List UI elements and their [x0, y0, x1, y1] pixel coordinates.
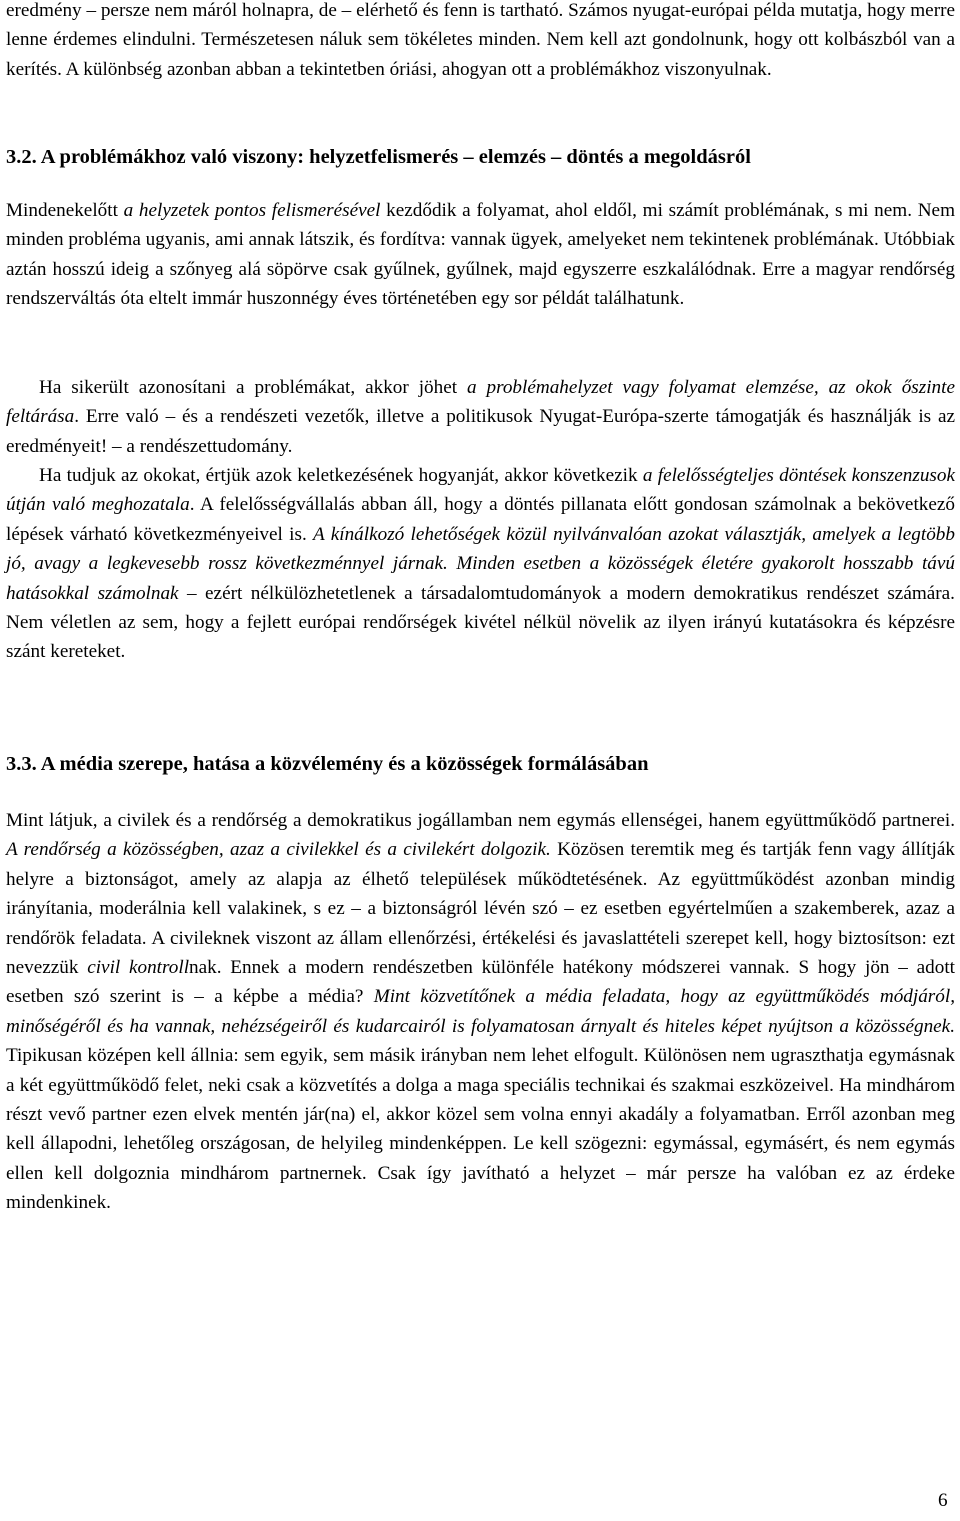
text-run: . A felelősségvállalás abban áll, hogy a döntés pillanata előtt gondosan számolnak a bekövetkező lépések várható következményeivel is. — [6, 494, 955, 545]
text-run: Ha tudjuk az okokat, értjük azok keletkezésének hogyanját, akkor következik — [39, 465, 643, 486]
text-run: Tipikusan középen kell állnia: sem egyik, sem másik irányban nem lehet elfogult. Különösen nem ugraszthatja egymásnak a két együttműködő felet, neki csak a közvetítés a dolga a maga speciális technikai és szakmai eszközeivel. Ha mindhárom részt vevő partner ezen elvek mentén jár(na) el, akkor közel sem volna ennyi akadály a folyamatban. Erről azonban meg kell állapodni, lehetőleg országosan, de helyileg mindenképpen. Le kell szögezni: egymással, egymásért, és nem egymás ellen kell dolgoznia mindhárom partnernek. Csak így javítható a helyzet – már persze ha valóban ez az érdeke mindenkinek. — [6, 1045, 955, 1214]
text-run: – ezért nélkülözhetetlenek a társadalomtudományok a modern demokratikus rendészet számára. Nem véletlen az sem, hogy a fejlett európai rendőrségek kivétel nélkül növelik az ilyen irányú kutatásokra és képzésre szánt kereteket. — [6, 582, 955, 663]
italic-run: A kínálkozó lehetőségek közül nyilvánvalóan azokat választják, amelyek a legtöbb jó, avagy a legkevesebb rossz következménnyel járnak. Minden esetben a közösségek életére gyakorolt hosszabb távú hatásokkal számolnak — [6, 523, 955, 604]
text-run: nak. Ennek a modern rendészetben különféle hatékony módszerei vannak. S hogy jön – adott esetben szó szerint is – a képbe a média? — [6, 957, 955, 1008]
page-number: 6 — [938, 1490, 948, 1511]
italic-run: a felelősségteljes döntések konszenzusok útján való meghozatala — [6, 465, 955, 516]
italic-run: A rendőrség a közösségben, azaz a civilekkel és a civilekért dolgozik. — [6, 839, 551, 861]
text-run: kezdődik a folyamat, ahol eldől, mi számít problémának, s mi nem. Nem minden probléma ugyanis, ami annak látszik, és fordítva: vannak ügyek, amelyeket nem tekintenek problémának. Utóbbiak aztán hosszú ideig a szőnyeg alá söpörve csak gyűlnek, gyűlnek, majd egyszerre eszkalálódnak. Erre a magyar rendőrség rendszerváltás óta eltelt immár huszonnégy éves történetében egy sor példát találhatunk. — [6, 200, 955, 310]
text-run: Mint látjuk, a civilek és a rendőrség a demokratikus jogállamban nem egymás ellenségei, hanem együttműködő partnerei. — [6, 810, 955, 831]
paragraph-3-3-1 — [6, 806, 955, 1218]
italic-run: Mint közvetítőnek a média feladata, hogy az együttműködés módjáról, minőségéről és ha vannak, nehézségeiről és kudarcairól is folyamatosan árnyalt és hiteles képet nyújtson a közösségnek. — [6, 986, 955, 1037]
section-heading-3-3: 3.3. A média szerepe, hatása a közvélemény és a közösségek formálásában — [6, 753, 649, 775]
paragraph-3-2-2 — [6, 373, 955, 461]
section-heading-3-2: 3.2. A problémákhoz való viszony: helyzetfelismerés – elemzés – döntés a megoldásról — [6, 146, 751, 168]
italic-run: a helyzetek pontos felismerésével — [123, 200, 381, 221]
italic-run: civil kontroll — [87, 957, 190, 979]
text-run: Mindenekelőtt — [6, 200, 124, 221]
paragraph-3-2-3 — [6, 461, 955, 667]
italic-run: a problémahelyzet vagy folyamat elemzése, az okok őszinte feltárása — [6, 377, 955, 428]
text-run: Közösen teremtik meg és tartják fenn vagy állítják helyre a biztonságot, amely az alapja az élhető települések működtetésének. Az együttműködést azonban mindig irányítania, moderálnia kell valakinek, s ez – a biztonságról lévén szó – ez esetben egyértelműen a szakemberek, azaz a rendőrök feladata. A civileknek viszont az állam ellenőrzési, értékelési és javaslattételi szerepet kell, hogy biztosítson: ezt nevezzük — [6, 839, 955, 979]
intro-paragraph: eredmény – persze nem máról holnapra, de – elérhető és fenn is tartható. Számos nyugat-európai példa mutatja, hogy merre lenne érdemes elindulni. Természetesen náluk sem tökéletes minden. Nem kell azt gondolnunk, hogy ott kolbászból van a kerítés. A különbség azonban abban a tekintetben óriási, ahogyan ott a problémákhoz viszonyulnak. — [6, 0, 955, 80]
text-run: Ha sikerült azonosítani a problémákat, akkor jöhet — [39, 377, 467, 398]
paragraph-3-2-1 — [6, 196, 955, 314]
text-run: . Erre való – és a rendészeti vezetők, illetve a politikusok Nyugat-Európa-szerte támogatják és használják is az eredményeit! – a rendészettudomány. — [6, 406, 955, 457]
